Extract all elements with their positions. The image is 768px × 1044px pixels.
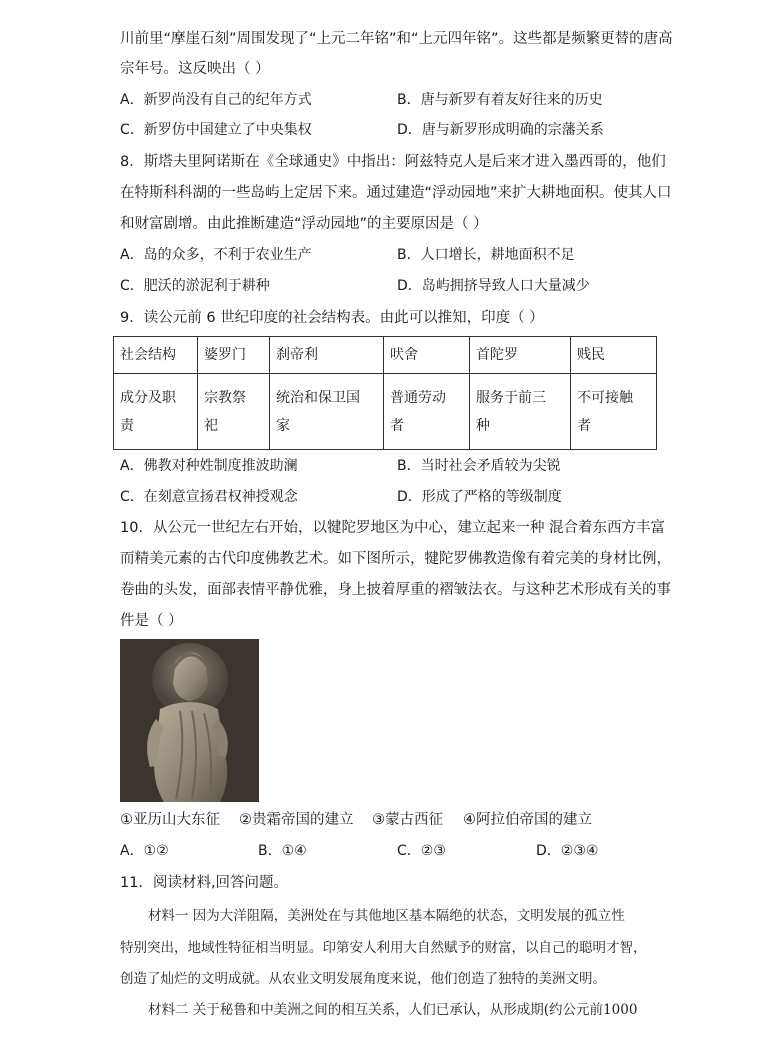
table-header-cell: 首陀罗: [470, 337, 571, 374]
cell-text-line: 家: [276, 417, 290, 434]
cell-text-line: 服务于前三: [476, 389, 546, 406]
table-cell: [571, 374, 657, 450]
table-header-row: [114, 337, 657, 374]
cell-text-line: 普通劳动: [390, 389, 446, 406]
social-structure-table: [113, 336, 657, 450]
table-cell: [384, 374, 470, 450]
cell-text-line: 责: [120, 417, 134, 434]
q7-option-d[interactable]: D．唐与新罗形成明确的宗藩关系: [397, 122, 604, 138]
q10-stem-line-3: 卷曲的头发，面部表情平静优雅，身上披着厚重的褶皱法衣。与这种艺术形成有关的事: [120, 582, 671, 598]
cell-text-line: 者: [390, 417, 404, 434]
q11-material-1-line-3: 创造了灿烂的文明成就。从农业文明发展角度来说，他们创造了独特的美洲文明。: [120, 971, 606, 987]
q7-option-c[interactable]: C．新罗仿中国建立了中央集权: [120, 122, 312, 138]
q8-option-b[interactable]: B．人口增长，耕地面积不足: [397, 247, 575, 263]
q9-option-c[interactable]: C．在刻意宣扬君权神授观念: [120, 489, 298, 505]
q10-item-2: ②贵霜帝国的建立: [239, 812, 354, 828]
table-cell: [198, 374, 270, 450]
cell-text-line: 祀: [204, 417, 218, 434]
q11-stem-line-1: 11．阅读材料,回答问题。: [120, 875, 289, 891]
q9-option-b[interactable]: B．当时社会矛盾较为尖锐: [397, 458, 561, 474]
q8-stem-line-3: 和财富剧增。由此推断建造“浮动园地”的主要原因是（ ）: [120, 216, 488, 232]
table-header-cell: 社会结构: [114, 337, 198, 374]
q8-option-d[interactable]: D．岛屿拥挤导致人口大量减少: [397, 278, 590, 294]
table-header-cell: 婆罗门: [198, 337, 270, 374]
q10-option-a[interactable]: A．①②: [120, 843, 169, 859]
q10-option-b[interactable]: B．①④: [258, 843, 307, 859]
table-row: [114, 374, 657, 450]
q8-stem-line-1: 8．斯塔夫里阿诺斯在《全球通史》中指出：阿兹特克人是后来才进入墨西哥的，他们: [120, 154, 666, 170]
q10-stem-line-1: 10．从公元一世纪左右开始，以犍陀罗地区为中心，建立起来一种 混合着东西方丰富: [120, 520, 666, 536]
cell-text-line: 成分及职: [120, 389, 176, 406]
q7-stem-line-1: 川前里“摩崖石刻”周围发现了“上元二年铭”和“上元四年铭”。这些都是频繁更替的唐高: [120, 31, 673, 47]
cell-text-line: 不可接触: [577, 389, 633, 406]
table-header-cell: 贱民: [571, 337, 657, 374]
q11-material-1-line-2: 特别突出，地域性特征相当明显。印第安人利用大自然赋予的财富，以自己的聪明才智，: [120, 940, 647, 956]
cell-text-line: 者: [577, 417, 591, 434]
table-cell-role-label: [114, 374, 198, 450]
q8-option-a[interactable]: A．岛的众多，不利于农业生产: [120, 247, 312, 263]
gandhara-buddha-statue-image: [120, 639, 259, 802]
q11-material-1-line-1: 材料一 因为大洋阻隔，美洲处在与其他地区基本隔绝的状态，文明发展的孤立性: [148, 908, 625, 924]
q10-option-d[interactable]: D．②③④: [536, 843, 599, 859]
q10-item-1: ①亚历山大东征: [120, 812, 220, 828]
q11-material-2-line-1: 材料二 关于秘鲁和中美洲之间的相互关系，人们已承认，从形成期(约公元前1000: [148, 1002, 638, 1018]
q10-item-4: ④阿拉伯帝国的建立: [463, 812, 592, 828]
table-header-cell: 刹帝利: [270, 337, 384, 374]
cell-text-line: 种: [476, 417, 490, 434]
q9-stem-line-1: 9．读公元前 6 世纪印度的社会结构表。由此可以推知，印度（ ）: [120, 310, 544, 326]
statue-illustration: [120, 639, 259, 802]
q7-option-b[interactable]: B．唐与新罗有着友好往来的历史: [397, 92, 603, 108]
q8-option-c[interactable]: C．肥沃的淤泥利于耕种: [120, 278, 270, 294]
q8-stem-line-2: 在特斯科科湖的一些岛屿上定居下来。通过建造“浮动园地”来扩大耕地面积。使其人口: [120, 185, 672, 201]
q10-stem-line-2: 而精美元素的古代印度佛教艺术。如下图所示，犍陀罗佛教造像有着完美的身材比例，: [120, 551, 671, 567]
q7-option-a[interactable]: A．新罗尚没有自己的纪年方式: [120, 92, 312, 108]
table-cell: [270, 374, 384, 450]
q10-option-c[interactable]: C．②③: [397, 843, 446, 859]
table-header-cell: 吠舍: [384, 337, 470, 374]
q9-option-a[interactable]: A．佛教对种姓制度推波助澜: [120, 458, 298, 474]
cell-text-line: 统治和保卫国: [276, 389, 360, 406]
q10-item-3: ③蒙古西征: [372, 812, 443, 828]
table-cell: [470, 374, 571, 450]
q10-stem-line-4: 件是（ ）: [120, 613, 183, 629]
cell-text-line: 宗教祭: [204, 389, 246, 406]
q9-option-d[interactable]: D．形成了严格的等级制度: [397, 489, 562, 505]
q7-stem-line-2: 宗年号。这反映出（ ）: [120, 61, 270, 77]
